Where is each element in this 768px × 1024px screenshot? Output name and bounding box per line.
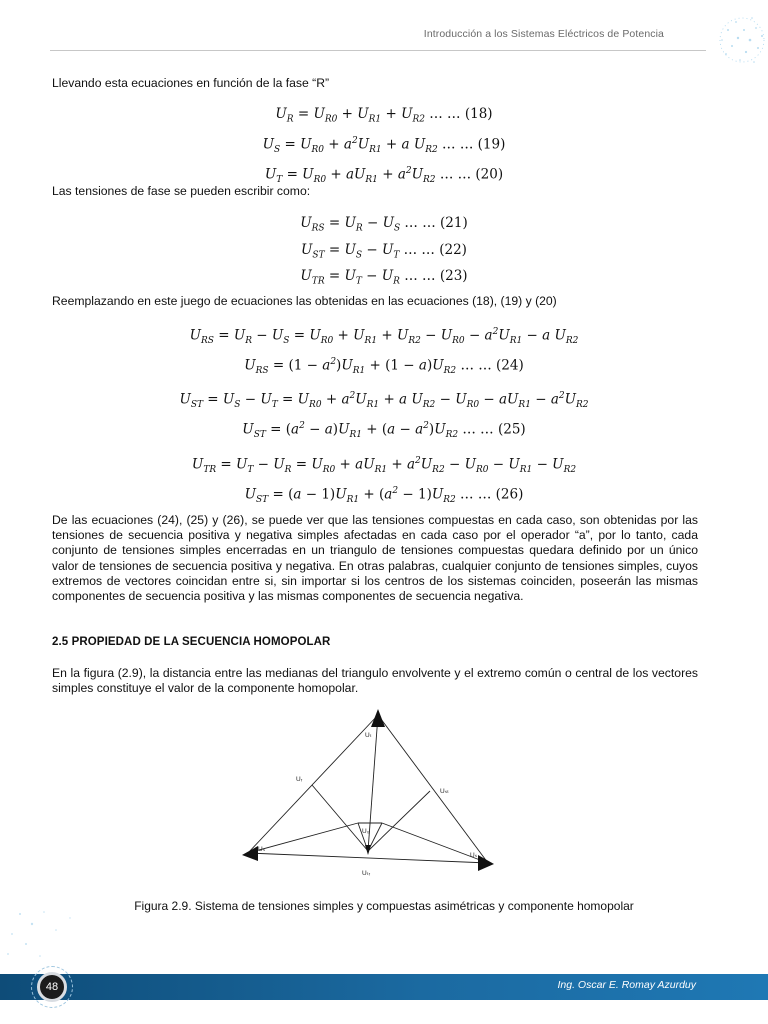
figure-2-9-diagram bbox=[232, 705, 508, 880]
equation-number: (25) bbox=[497, 421, 526, 438]
equation-22: $U_{ST} = U_S - U_T$ … … (22) bbox=[301, 241, 467, 261]
label-ut: Uₜ bbox=[365, 732, 372, 739]
footer-decoration bbox=[0, 894, 140, 984]
median-left bbox=[312, 785, 368, 851]
equation-group-3a bbox=[0, 322, 768, 382]
conclusion-text: De las ecuaciones (24), (25) y (26), se puede ver que las tensiones compuestas en cada caso, son obtenidas por las tensiones de secuencia positiva y negativa simples afectadas en cada caso por el operador “a”, por lo tanto, cada conjunto de tensiones simples encerradas en un triangulo de tensiones compuestas quedara definido por un único valor de tensiones de secuencia positiva y negativa. En otras palabras, cualquier conjunto de tensiones simples, cuyos extremos de vectores coincidan entre si, sin importar si los centros de los sistemas coinciden, poseerán las mismas componentes de secuencia positiva y las mismas componentes de secuencia negativa. bbox=[52, 513, 698, 604]
equation-21: $U_{RS} = U_R - U_S$ … … (21) bbox=[300, 215, 468, 234]
equation-25: $U_{ST} = (a^2 - a)U_{R1} + (a - a^2)U_{R2}$ … … (25) bbox=[242, 421, 526, 441]
equation-group-1 bbox=[0, 104, 768, 191]
label-ust: Uₛₜ bbox=[440, 788, 450, 795]
triangle-side-left bbox=[248, 715, 378, 853]
equation-group-3b bbox=[0, 386, 768, 446]
equation-number: (24) bbox=[496, 357, 524, 374]
replace-text: Reemplazando en este juego de ecuaciones las obtenidas en las ecuaciones (18), (19) y (20) bbox=[52, 294, 557, 308]
equation-utr-expansion: $U_{TR} = U_T - U_R = U_{R0} + aU_{R1} + a^2U_{R2} - U_{R0} - U_{R1} - U_{R2}$ bbox=[191, 456, 577, 476]
label-ur: Uᵣ bbox=[296, 776, 303, 783]
label-u0: U₀ bbox=[362, 828, 370, 835]
equation-20: $U_T = U_{R0} + aU_{R1} + a^2U_{R2}$ … … (20) bbox=[264, 165, 504, 186]
equation-group-3c bbox=[0, 451, 768, 511]
equation-number: (22) bbox=[439, 241, 467, 258]
equation-24: $U_{RS} = (1 - a^2)U_{R1} + (1 - a)U_{R2}$ … … (24) bbox=[244, 357, 524, 377]
equation-number: (21) bbox=[440, 215, 468, 231]
section-text: En la figura (2.9), la distancia entre las medianas del triangulo envolvente y el extremo común o central de los vectores simples constituye el valor de la componente homopolar. bbox=[52, 666, 698, 696]
arrow-top bbox=[371, 709, 385, 727]
equation-19: $U_S = U_{R0} + a^2U_{R1} + a$ $U_{R2}$ … … (19) bbox=[262, 135, 506, 155]
equation-ust-expansion: $U_{ST} = U_S - U_T = U_{R0} + a^2U_{R1} + a$ $U_{R2} - U_{R0} - aU_{R1} - a^2U_{R2}$ bbox=[179, 391, 589, 411]
figure-caption: Figura 2.9. Sistema de tensiones simples y compuestas asimétricas y componente homopolar bbox=[134, 899, 634, 913]
arrow-right bbox=[478, 855, 494, 871]
arrow-left bbox=[242, 846, 258, 861]
footer-author: Ing. Oscar E. Romay Azurduy bbox=[557, 979, 696, 991]
equation-18: $U_R = U_{R0} + U_{R1} + U_{R2}$ … … (18) bbox=[275, 106, 493, 125]
label-us-right: Uₛ bbox=[470, 852, 478, 859]
triangle-side-right bbox=[378, 715, 488, 863]
equation-26: $U_{ST} = (a - 1)U_{R1} + (a^2 - 1)U_{R2}$ … … (26) bbox=[244, 486, 524, 506]
phase-text: Las tensiones de fase se pueden escribir como: bbox=[52, 184, 311, 198]
label-utr: Uₜᵣ bbox=[362, 870, 371, 877]
header-rule bbox=[50, 50, 706, 51]
equation-number: (26) bbox=[495, 486, 524, 503]
median-right bbox=[368, 791, 430, 851]
label-us-left: Uₛ bbox=[258, 846, 266, 853]
equation-urs-expansion: $U_{RS} = U_R - U_S = U_{R0} + U_{R1} + U_{R2} - U_{R0} - a^2U_{R1} - a$ $U_{R2}$ bbox=[189, 327, 579, 347]
section-heading: 2.5 PROPIEDAD DE LA SECUENCIA HOMOPOLAR bbox=[52, 636, 331, 648]
equation-group-2 bbox=[0, 213, 768, 293]
header-title: Introducción a los Sistemas Eléctricos de Potencia bbox=[423, 28, 664, 40]
page-number-badge: 48 bbox=[37, 972, 67, 1002]
intro-text: Llevando esta ecuaciones en función de la fase “R” bbox=[52, 76, 330, 90]
equation-number: (23) bbox=[439, 268, 468, 285]
equation-number: (18) bbox=[464, 106, 493, 122]
equation-number: (19) bbox=[477, 136, 506, 153]
equation-23: $U_{TR} = U_T - U_R$ … … (23) bbox=[300, 268, 468, 288]
equation-number: (20) bbox=[475, 166, 504, 183]
